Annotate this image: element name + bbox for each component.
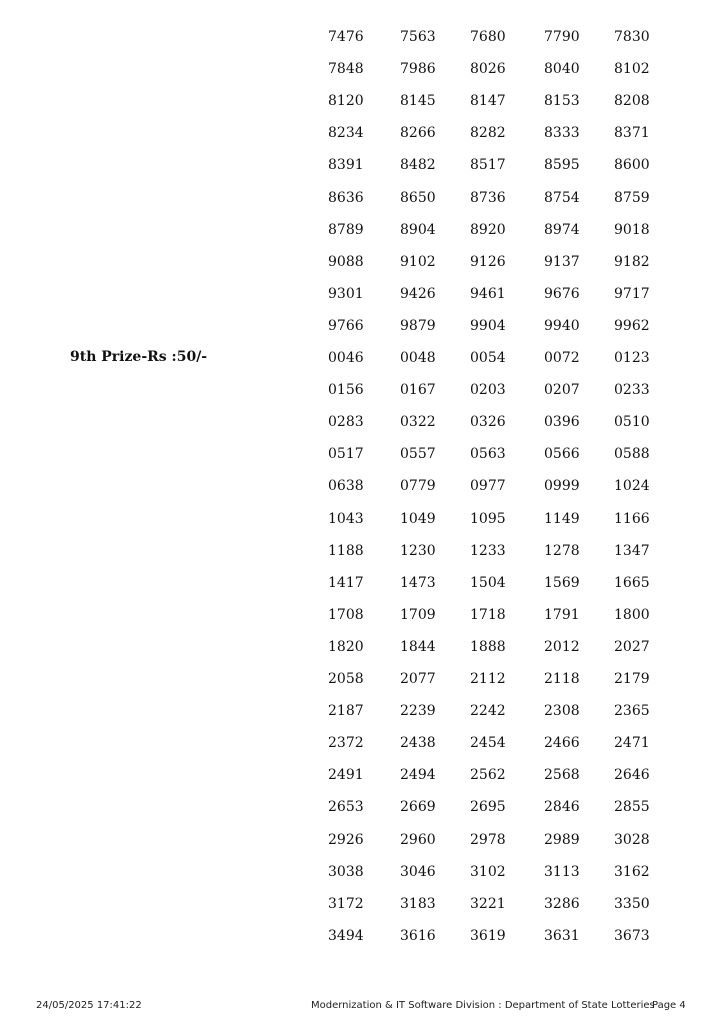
- ticket-number: 0396: [544, 414, 580, 431]
- ticket-number: 1665: [614, 574, 650, 591]
- table-row: [0, 438, 724, 470]
- ticket-number: 9301: [328, 285, 364, 302]
- ticket-number: 1230: [400, 542, 436, 559]
- ticket-number: 9766: [328, 317, 364, 334]
- ticket-number: 8904: [400, 221, 436, 238]
- ticket-number: 9088: [328, 253, 364, 270]
- ticket-number: 8208: [614, 93, 650, 110]
- ticket-number: 1188: [328, 542, 364, 559]
- ticket-number: 2242: [470, 703, 506, 720]
- ticket-number: 2653: [328, 799, 364, 816]
- ticket-number: 2372: [328, 735, 364, 752]
- ticket-number: 8754: [544, 189, 580, 206]
- ticket-number: 7848: [328, 61, 364, 78]
- ticket-number: 2646: [614, 767, 650, 784]
- ticket-number: 9461: [470, 285, 506, 302]
- ticket-number: 3631: [544, 927, 580, 944]
- ticket-number: 1708: [328, 606, 364, 623]
- ticket-number: 3350: [614, 895, 650, 912]
- ticket-number: 0557: [400, 446, 436, 463]
- ticket-number: 3221: [470, 895, 506, 912]
- table-row: [0, 535, 724, 567]
- ticket-number: 3183: [400, 895, 436, 912]
- ticket-number: 3162: [614, 863, 650, 880]
- ticket-number: 0517: [328, 446, 364, 463]
- ticket-number: 1791: [544, 606, 580, 623]
- ticket-number: 1347: [614, 542, 650, 559]
- ticket-number: 0054: [470, 350, 506, 366]
- ticket-number: 0326: [470, 414, 506, 431]
- ticket-number: 8636: [328, 189, 364, 206]
- ticket-number: 3038: [328, 863, 364, 880]
- ticket-number: 1024: [614, 478, 650, 495]
- ticket-number: 3028: [614, 831, 650, 848]
- ticket-number: 0167: [400, 382, 436, 399]
- ticket-number: 2112: [470, 671, 506, 687]
- ticket-number: 2058: [328, 671, 364, 687]
- ticket-number: 8736: [470, 189, 506, 206]
- ticket-number: 9126: [470, 253, 506, 270]
- ticket-number: 8282: [470, 125, 506, 142]
- ticket-number: 2978: [470, 831, 506, 848]
- ticket-number: 2308: [544, 703, 580, 720]
- ticket-number: 8333: [544, 125, 580, 142]
- table-row: [0, 117, 724, 149]
- ticket-number: 3046: [400, 863, 436, 880]
- table-row: [0, 888, 724, 920]
- ticket-number: 2077: [400, 671, 436, 687]
- ticket-number: 3616: [400, 927, 436, 944]
- ticket-number: 7790: [544, 29, 580, 45]
- table-row: [0, 214, 724, 246]
- ticket-number: 2471: [614, 735, 650, 752]
- ticket-number: 1569: [544, 574, 580, 591]
- ticket-number: 8789: [328, 221, 364, 238]
- ticket-number: 9676: [544, 285, 580, 302]
- ticket-number: 0999: [544, 478, 580, 495]
- table-row: [0, 695, 724, 727]
- table-row: [0, 791, 724, 823]
- table-row: [0, 920, 724, 952]
- ticket-number: 2466: [544, 735, 580, 752]
- table-row: [0, 824, 724, 856]
- ticket-number: 0203: [470, 382, 506, 399]
- ticket-number: 2118: [544, 671, 580, 687]
- ticket-number: 0072: [544, 350, 580, 366]
- ticket-number: 1820: [328, 638, 364, 655]
- ticket-number: 9717: [614, 285, 650, 302]
- ticket-number: 3619: [470, 927, 506, 944]
- ticket-number: 8147: [470, 93, 506, 110]
- ticket-number: 8234: [328, 125, 364, 142]
- ticket-number: 8153: [544, 93, 580, 110]
- ticket-number: 9904: [470, 317, 506, 334]
- ticket-number: 8391: [328, 157, 364, 174]
- ticket-number: 2846: [544, 799, 580, 816]
- ticket-number: 8482: [400, 157, 436, 174]
- ticket-number: 9102: [400, 253, 436, 270]
- ticket-number: 9426: [400, 285, 436, 302]
- ticket-number: 0233: [614, 382, 650, 399]
- table-row: [0, 631, 724, 663]
- table-row: [0, 53, 724, 85]
- ticket-number: 1417: [328, 574, 364, 591]
- ticket-number: 0207: [544, 382, 580, 399]
- ticket-number: 2669: [400, 799, 436, 816]
- ticket-number: 2365: [614, 703, 650, 720]
- table-row: [0, 759, 724, 791]
- table-row: [0, 246, 724, 278]
- ticket-number: 0048: [400, 350, 436, 366]
- ticket-number: 1043: [328, 510, 364, 527]
- table-row: [0, 470, 724, 502]
- ticket-number: 8595: [544, 157, 580, 174]
- footer-division: Modernization & IT Software Division : Department of State Lotteries: [311, 1000, 655, 1011]
- ticket-number: 2695: [470, 799, 506, 816]
- ticket-number: 9879: [400, 317, 436, 334]
- ticket-number: 2187: [328, 703, 364, 720]
- ticket-number: 0156: [328, 382, 364, 399]
- ticket-number: 3673: [614, 927, 650, 944]
- ticket-number: 0588: [614, 446, 650, 463]
- ticket-number: 8600: [614, 157, 650, 174]
- ticket-number: 8920: [470, 221, 506, 238]
- ticket-number: 7476: [328, 29, 364, 45]
- ticket-number: 2239: [400, 703, 436, 720]
- ticket-number: 2989: [544, 831, 580, 848]
- table-row: [0, 727, 724, 759]
- ticket-number: 8040: [544, 61, 580, 78]
- ticket-number: 0563: [470, 446, 506, 463]
- ticket-number: 7830: [614, 29, 650, 45]
- ticket-number: 2494: [400, 767, 436, 784]
- ticket-number: 8102: [614, 61, 650, 78]
- table-row: [0, 278, 724, 310]
- ticket-number: 2562: [470, 767, 506, 784]
- table-row: [0, 85, 724, 117]
- ticket-number: 8026: [470, 61, 506, 78]
- ticket-number: 8371: [614, 125, 650, 142]
- ticket-number: 1718: [470, 606, 506, 623]
- ticket-number: 1473: [400, 574, 436, 591]
- ticket-number: 3113: [544, 863, 580, 880]
- ticket-number: 8759: [614, 189, 650, 206]
- ticket-number: 8266: [400, 125, 436, 142]
- ticket-number: 2926: [328, 831, 364, 848]
- ticket-number: 0779: [400, 478, 436, 495]
- table-row: [0, 567, 724, 599]
- ticket-number: 0046: [328, 350, 364, 366]
- table-row: [0, 663, 724, 695]
- ticket-number: 2012: [544, 638, 580, 655]
- ticket-number: 1800: [614, 606, 650, 623]
- table-row: [0, 149, 724, 181]
- ticket-number: 2027: [614, 638, 650, 655]
- table-row: [0, 182, 724, 214]
- ticket-number: 9137: [544, 253, 580, 270]
- table-row: [0, 21, 724, 53]
- ticket-number: 1888: [470, 638, 506, 655]
- ticket-number: 2568: [544, 767, 580, 784]
- ticket-number: 7563: [400, 29, 436, 45]
- ticket-number: 8974: [544, 221, 580, 238]
- ticket-number: 3494: [328, 927, 364, 944]
- ticket-number: 1149: [544, 510, 580, 527]
- ticket-number: 2454: [470, 735, 506, 752]
- ticket-number: 9018: [614, 221, 650, 238]
- ticket-number: 3286: [544, 895, 580, 912]
- ticket-number: 1233: [470, 542, 506, 559]
- ticket-number: 8650: [400, 189, 436, 206]
- ticket-number: 3172: [328, 895, 364, 912]
- ticket-number: 1844: [400, 638, 436, 655]
- ticket-number: 0123: [614, 350, 650, 366]
- footer-page-number: Page 4: [652, 1000, 686, 1011]
- table-row: [0, 599, 724, 631]
- ticket-number: 9962: [614, 317, 650, 334]
- ticket-number: 2855: [614, 799, 650, 816]
- ticket-number: 8517: [470, 157, 506, 174]
- ticket-number: 8145: [400, 93, 436, 110]
- ticket-number: 2960: [400, 831, 436, 848]
- prize-label: 9th Prize-Rs :50/-: [70, 349, 208, 365]
- ticket-number: 1049: [400, 510, 436, 527]
- ticket-number: 0638: [328, 478, 364, 495]
- ticket-number: 1095: [470, 510, 506, 527]
- ticket-number: 0283: [328, 414, 364, 431]
- ticket-number: 7986: [400, 61, 436, 78]
- ticket-number: 1709: [400, 606, 436, 623]
- table-row: [0, 374, 724, 406]
- ticket-number: 9182: [614, 253, 650, 270]
- footer-timestamp: 24/05/2025 17:41:22: [36, 1000, 142, 1011]
- ticket-number: 7680: [470, 29, 506, 45]
- ticket-number: 3102: [470, 863, 506, 880]
- table-row: [0, 406, 724, 438]
- ticket-number: 0322: [400, 414, 436, 431]
- ticket-number: 8120: [328, 93, 364, 110]
- ticket-number: 2179: [614, 671, 650, 687]
- ticket-number: 1504: [470, 574, 506, 591]
- table-row: [0, 503, 724, 535]
- ticket-number: 2491: [328, 767, 364, 784]
- ticket-number: 9940: [544, 317, 580, 334]
- ticket-number: 0977: [470, 478, 506, 495]
- table-row: [0, 856, 724, 888]
- ticket-number: 1278: [544, 542, 580, 559]
- ticket-number: 1166: [614, 510, 650, 527]
- ticket-number: 2438: [400, 735, 436, 752]
- ticket-number: 0566: [544, 446, 580, 463]
- ticket-number: 0510: [614, 414, 650, 431]
- table-row: [0, 310, 724, 342]
